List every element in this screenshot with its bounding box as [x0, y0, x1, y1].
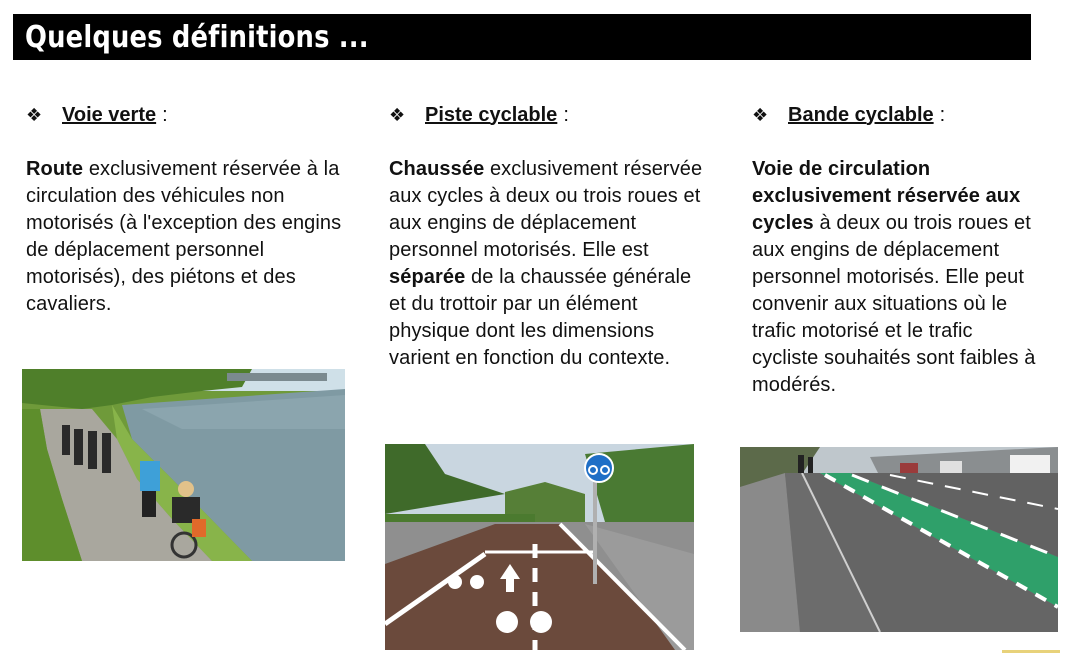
definition-text: Voie de circulation exclusivement réservée aux cycles à deux ou trois roues et aux engins de déplacement personnel motorisés. Elle peut convenir aux situations où le trafic motorisé et le trafic cycliste souhaités sont faibles à modérés.: [752, 158, 1036, 396]
definition-colon: :: [162, 103, 168, 126]
definition-voie-verte: [26, 100, 346, 318]
green-bike-lane-photo: [740, 447, 1058, 632]
title-bar: [13, 14, 1031, 60]
diamond-bullet-icon: ❖: [752, 104, 769, 125]
definition-text: Route exclusivement réservée à la circulation des véhicules non motorisés (à l'exception des engins de déplacement personnel motorisés), des piétons et des cavaliers.: [26, 158, 342, 315]
definition-heading: [26, 100, 346, 130]
definition-colon: :: [939, 103, 946, 126]
definition-term: Piste cyclable: [425, 103, 558, 126]
definition-piste-cyclable: [389, 100, 707, 372]
towpath-cyclists-river-photo: [22, 369, 345, 561]
definition-heading: [389, 100, 707, 130]
bike-path-sign-photo: [385, 444, 694, 650]
diamond-bullet-icon: ❖: [389, 104, 406, 125]
page-title: Quelques définitions ...: [25, 20, 369, 55]
diamond-bullet-icon: ❖: [26, 104, 43, 125]
definition-term: Bande cyclable: [788, 103, 934, 126]
definition-heading: [752, 100, 1037, 130]
definition-colon: :: [563, 103, 569, 126]
definition-term: Voie verte: [62, 103, 157, 126]
definition-text: Chaussée exclusivement réservée aux cycles à deux ou trois roues et aux engins de déplacement personnel motorisés. Elle est séparée de la chaussée générale et du trottoir par un élément physique dont les dimensions varient en fonction du contexte.: [389, 158, 703, 369]
definition-bande-cyclable: [752, 100, 1037, 399]
